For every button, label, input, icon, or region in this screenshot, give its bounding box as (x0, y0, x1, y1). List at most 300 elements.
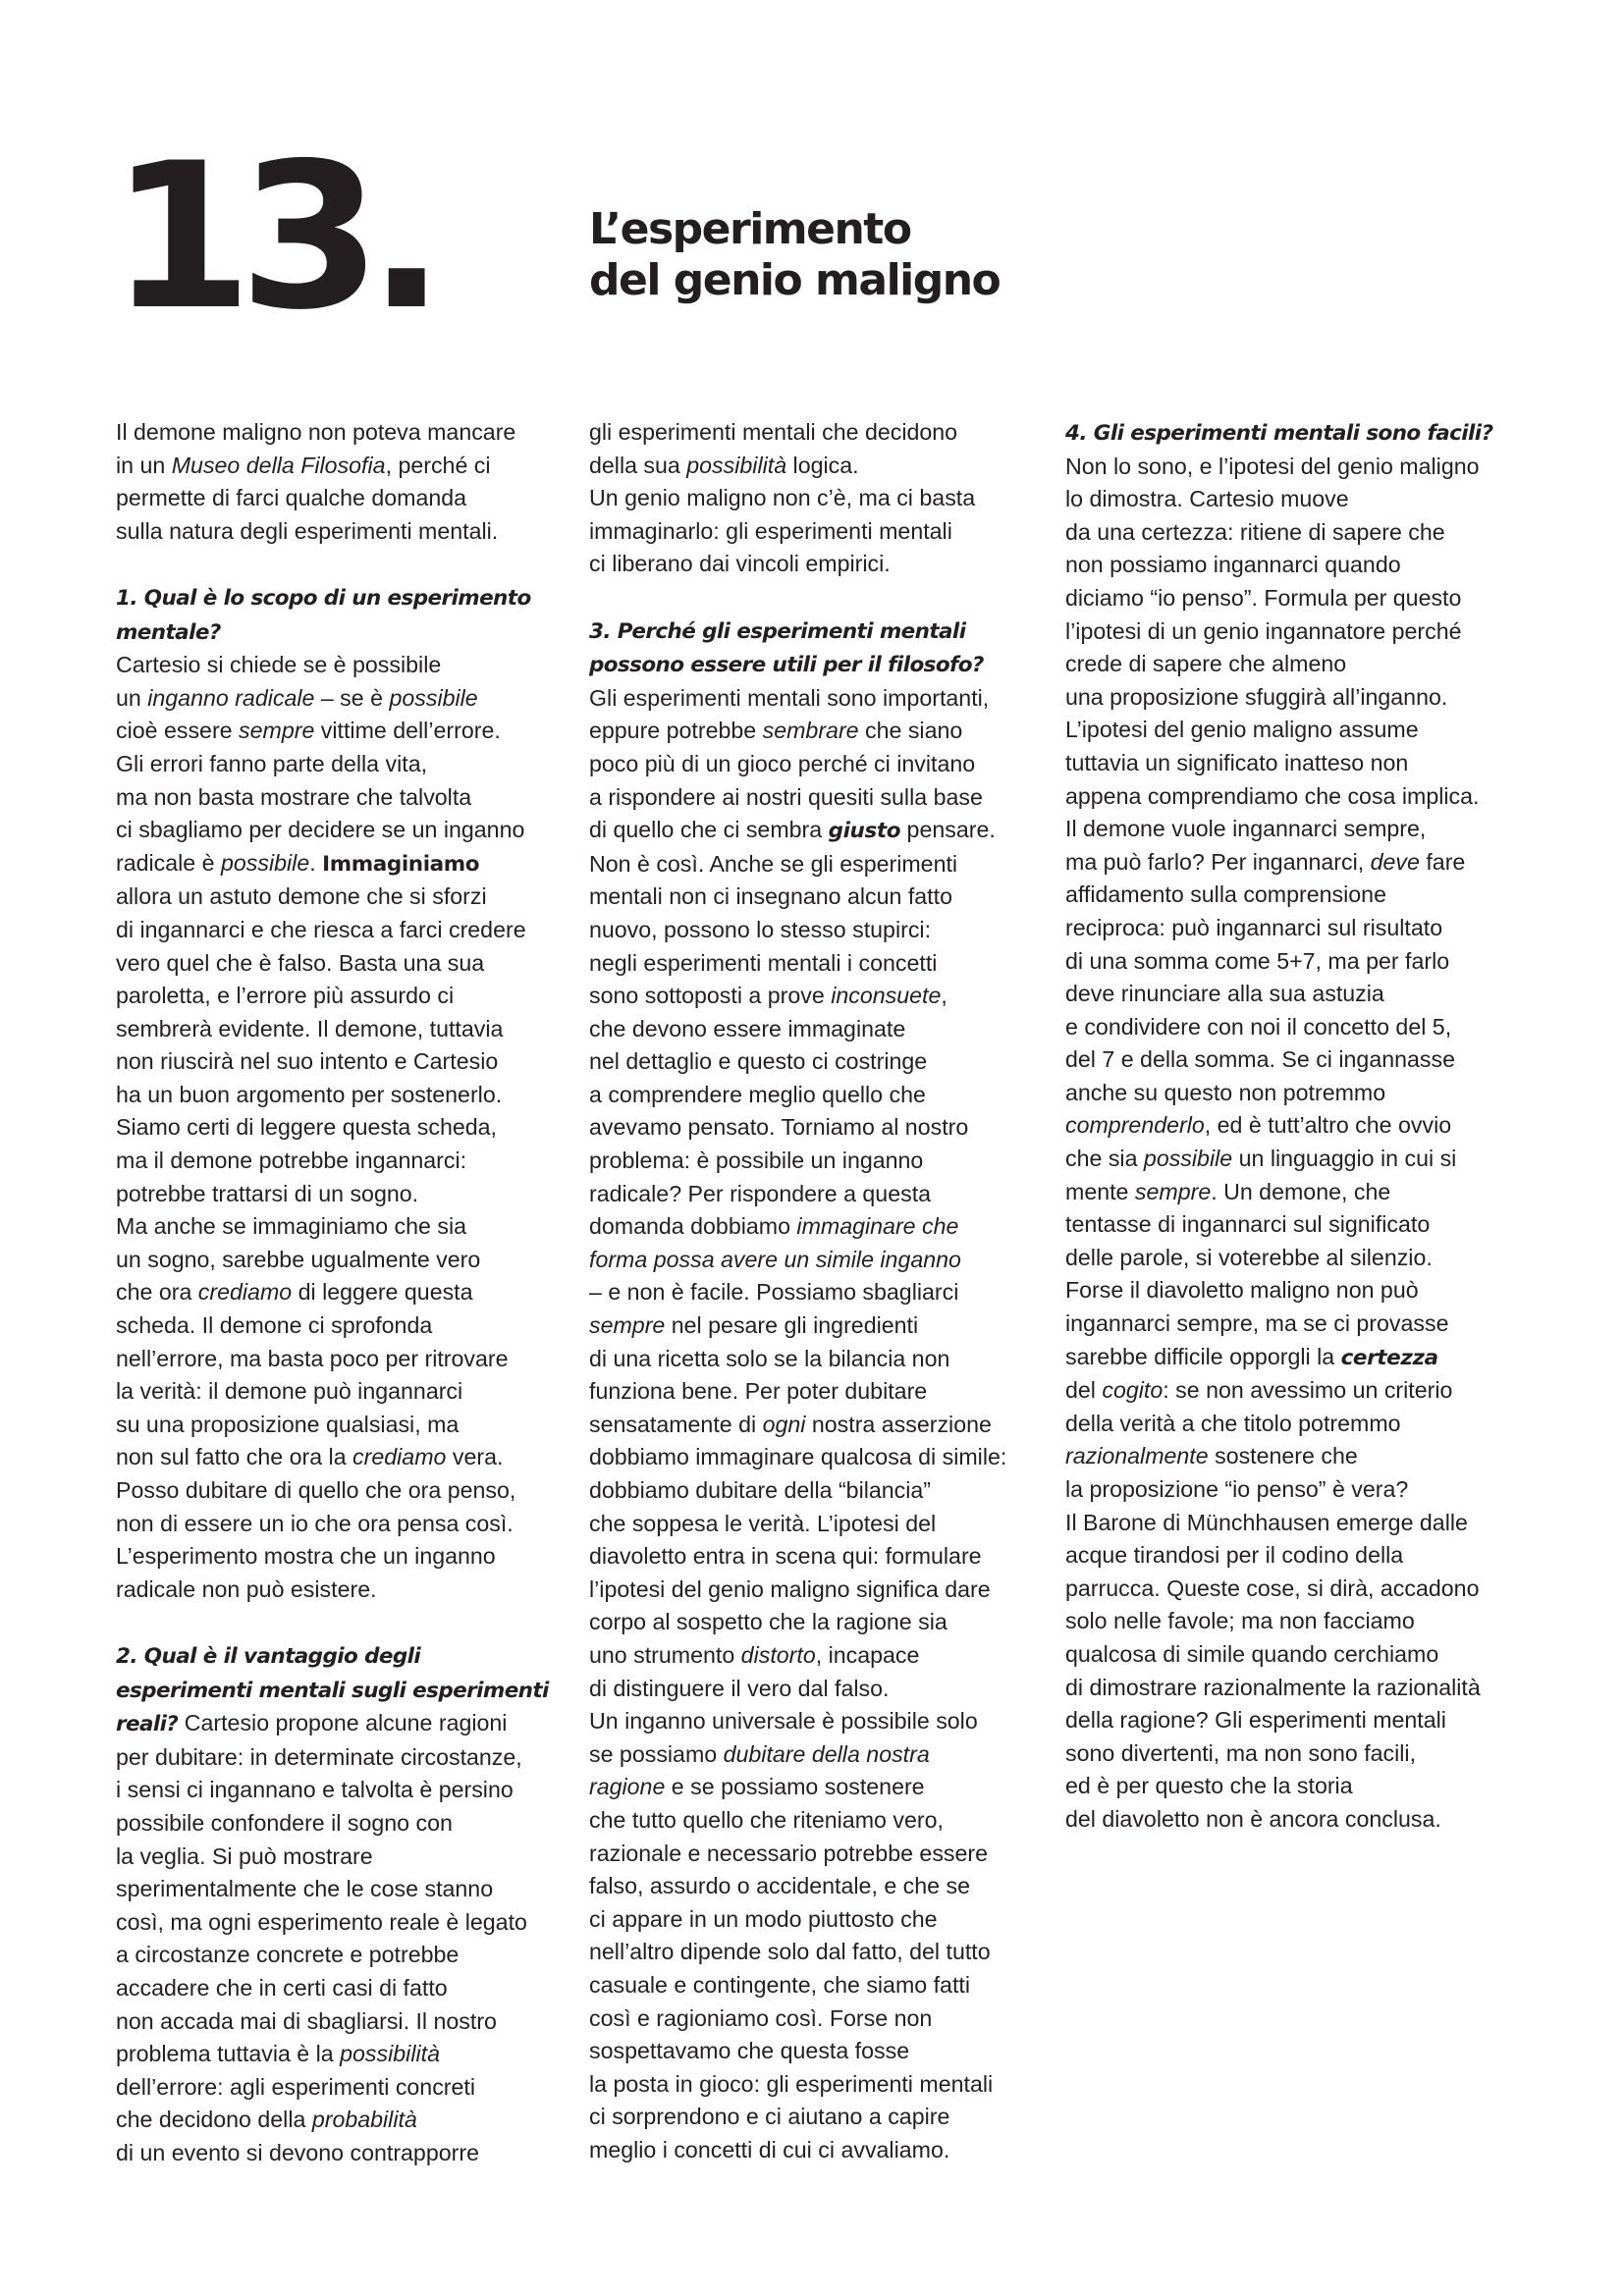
text-line (116, 615, 577, 650)
text-line (589, 947, 1051, 981)
text-line (1065, 1803, 1527, 1837)
text-line (1065, 483, 1527, 516)
text-line (1065, 615, 1527, 649)
italic-text: sempre (589, 1312, 666, 1339)
body-text: di distinguere il vero dal falso. (589, 1675, 890, 1701)
text-line (589, 1375, 1051, 1409)
question-heading-text: 2. Qual è il vantaggio degli (116, 1643, 421, 1669)
text-line (589, 1738, 1051, 1772)
text-line (1065, 1737, 1527, 1771)
body-text: così e ragioniamo così. Forse non (589, 2004, 933, 2031)
text-line (589, 416, 1051, 450)
body-text: , (941, 983, 947, 1009)
body-text: domanda dobbiamo (589, 1213, 797, 1240)
text-line (1065, 1770, 1527, 1803)
body-text: sperimentalmente che le cose stanno (116, 1876, 494, 1902)
body-text: della verità a che titolo potremmo (1065, 1410, 1401, 1436)
body-text: lo dimostra. Cartesio muove (1065, 486, 1349, 512)
body-text: nel dettaglio e questo ci costringe (589, 1048, 928, 1075)
body-text: uno strumento (589, 1641, 741, 1668)
body-text: sostenere che (1208, 1443, 1358, 1469)
italic-text: comprenderlo (1065, 1112, 1205, 1139)
italic-text: Museo della Filosofia (171, 452, 386, 478)
text-line (589, 1639, 1051, 1673)
body-text: non possiamo ingannarci quando (1065, 552, 1401, 578)
text-line (589, 614, 1051, 649)
text-line (1065, 978, 1527, 1011)
text-line (589, 848, 1051, 881)
body-text: che tutto quello che riteniamo vero, (589, 1806, 944, 1833)
text-line (589, 2134, 1051, 2167)
body-text: nel pesare gli ingredienti (665, 1312, 919, 1339)
body-text: e condividere con noi il concetto del 5, (1065, 1013, 1452, 1040)
body-text: crede di sapere che almeno (1065, 651, 1347, 677)
body-text: sono sottoposti a prove (589, 983, 832, 1009)
text-line (116, 581, 577, 615)
text-line (589, 1969, 1051, 2002)
body-text: ma il demone potrebbe ingannarci: (116, 1148, 467, 1174)
text-line (589, 781, 1051, 815)
body-text: problema tuttavia è la (116, 2041, 341, 2067)
text-line (1065, 1143, 1527, 1176)
text-line (1065, 912, 1527, 945)
text-line (116, 1145, 577, 1178)
body-text: logica. (786, 452, 859, 478)
text-line (589, 1045, 1051, 1079)
body-text: Ma anche se immaginiamo che sia (116, 1213, 466, 1240)
body-text: nell’altro dipende solo dal fatto, del tutto (589, 1939, 991, 1965)
body-text: ma non basta mostrare che talvolta (116, 783, 472, 810)
text-line (1065, 1374, 1527, 1408)
body-text: del 7 e della somma. Se ci ingannasse (1065, 1046, 1455, 1073)
body-text: di un evento si devono contrapporre (116, 2139, 479, 2165)
body-text: non sul fatto che ora la (116, 1444, 353, 1470)
text-line (116, 682, 577, 716)
body-text: su una proposizione qualsiasi, ma (116, 1411, 460, 1437)
body-text: ma può farlo? Per ingannarci, (1065, 848, 1371, 875)
text-line (116, 1741, 577, 1775)
body-text: di leggere questa (292, 1279, 473, 1306)
text-line (1065, 1011, 1527, 1044)
text-line (589, 1540, 1051, 1574)
body-text: la verità: il demone può ingannarci (116, 1378, 463, 1405)
question-heading-text: esperimenti mentali sugli esperimenti (116, 1678, 549, 1703)
body-text: Non lo sono, e l’ipotesi del genio maligno (1065, 453, 1480, 479)
text-line (1065, 1242, 1527, 1275)
text-line (116, 1508, 577, 1541)
text-line (116, 2038, 577, 2071)
body-text: Cartesio propone alcune ragioni (178, 1710, 508, 1736)
body-text: i sensi ci ingannano e talvolta è persino (116, 1777, 514, 1803)
body-text: mentali non ci insegnano alcun fatto (589, 883, 952, 910)
body-text: dell’errore: agli esperimenti concreti (116, 2073, 476, 2100)
text-line (116, 1939, 577, 1972)
italic-text: inganno radicale (147, 684, 315, 711)
text-line (589, 1145, 1051, 1178)
text-line (1065, 1176, 1527, 1209)
body-text: appena comprendiamo che cosa implica. (1065, 782, 1480, 809)
body-text: ci appare in un modo piuttosto che (589, 1905, 938, 1932)
body-text: di una ricetta solo se la bilancia non (589, 1345, 950, 1371)
body-text: Un genio maligno non c’è, ma ci basta (589, 485, 976, 511)
paragraph-gap (116, 1606, 577, 1639)
text-line (1065, 1605, 1527, 1638)
body-text: la veglia. Si può mostrare (116, 1842, 373, 1869)
body-text: Non è così. Anche se gli esperimenti (589, 850, 958, 877)
italic-text: deve (1370, 848, 1420, 875)
text-line (116, 847, 577, 881)
body-text: possibile confondere il sogno con (116, 1809, 453, 1836)
chapter-title-line: del genio maligno (589, 255, 1001, 305)
body-text: una proposizione sfuggirà all’inganno. (1065, 683, 1448, 710)
text-line (589, 1936, 1051, 1969)
text-line (589, 1474, 1051, 1508)
text-line (116, 748, 577, 781)
italic-text: razionalmente (1065, 1443, 1209, 1469)
body-text: eppure potrebbe (589, 718, 763, 744)
body-text: meglio i concetti di cui ci avvaliamo. (589, 2136, 950, 2163)
text-line (1065, 1308, 1527, 1341)
text-line (1065, 1704, 1527, 1737)
text-line (1065, 879, 1527, 912)
italic-text: cogito (1102, 1377, 1164, 1404)
body-text: così, ma ogni esperimento reale è legato (116, 1908, 527, 1935)
text-line (589, 1276, 1051, 1309)
body-text: in un (116, 452, 172, 478)
text-line (589, 1771, 1051, 1804)
body-text: anche su questo non potremmo (1065, 1079, 1386, 1105)
body-text: , perché ci (385, 452, 491, 478)
body-text: la proposizione “io penso” è vera? (1065, 1476, 1409, 1502)
text-line (1065, 1539, 1527, 1573)
body-text: che devono essere immaginate (589, 1015, 906, 1041)
body-text: tentasse di ingannarci sul significato (1065, 1211, 1431, 1238)
paragraph-gap (116, 548, 577, 581)
text-line (116, 1409, 577, 1442)
text-line (116, 1343, 577, 1376)
body-text: , ed è tutt’altro che ovvio (1204, 1112, 1452, 1139)
text-line (116, 1045, 577, 1079)
body-text: a circostanze concrete e potrebbe (116, 1942, 460, 1968)
body-text: immaginarlo: gli esperimenti mentali (589, 517, 952, 544)
italic-text: immaginare che (796, 1213, 959, 1240)
body-text: radicale? Per rispondere a questa (589, 1180, 932, 1206)
text-line (589, 682, 1051, 716)
italic-text: possibilità (340, 2041, 440, 2067)
text-line (116, 1244, 577, 1277)
italic-text: distorto (740, 1641, 816, 1668)
emphasis-text: Immaginiamo (322, 851, 480, 877)
text-line (589, 450, 1051, 483)
text-column-2 (589, 416, 1051, 2166)
body-text: che ora (116, 1279, 198, 1306)
body-text: Siamo certi di leggere questa scheda, (116, 1114, 497, 1141)
text-line (116, 1375, 577, 1409)
text-line (116, 2137, 577, 2170)
text-line (1065, 648, 1527, 681)
body-text: sembrerà evidente. Il demone, tuttavia (116, 1015, 504, 1041)
text-line (589, 1870, 1051, 1903)
body-text: della sua (589, 452, 687, 478)
text-line (116, 1906, 577, 1940)
body-text: razionale e necessario potrebbe essere (589, 1840, 989, 1866)
body-text: Forse il diavoletto maligno non può (1065, 1277, 1419, 1304)
text-line (116, 1807, 577, 1841)
text-line (1065, 846, 1527, 880)
text-line (589, 1111, 1051, 1145)
body-text: accadere che in certi casi di fatto (116, 1974, 448, 2001)
text-column-3 (1065, 416, 1527, 1837)
body-text: e se possiamo sostenere (665, 1774, 925, 1800)
italic-text: dubitare della nostra (723, 1740, 930, 1767)
body-text: tuttavia un significato inatteso non (1065, 749, 1409, 775)
body-text: diavoletto entra in scena qui: formulare (589, 1543, 982, 1570)
body-text: che soppesa le verità. L’ipotesi del (589, 1510, 937, 1536)
body-text: . (309, 849, 323, 876)
body-text: solo nelle favole; ma non facciamo (1065, 1608, 1415, 1634)
text-line (589, 748, 1051, 781)
body-text: l’ipotesi del genio maligno significa dare (589, 1575, 991, 1602)
text-line (1065, 1672, 1527, 1705)
body-text: – se è (314, 684, 390, 711)
body-text: ci liberano dai vincoli empirici. (589, 551, 891, 577)
body-text: Gli esperimenti mentali sono importanti, (589, 684, 990, 711)
body-text: da una certezza: ritiene di sapere che (1065, 518, 1445, 545)
text-column-1 (116, 416, 577, 2169)
text-line (116, 814, 577, 847)
text-line (589, 814, 1051, 848)
italic-text: sempre (1134, 1178, 1212, 1204)
text-line (589, 1013, 1051, 1046)
text-line (116, 1674, 577, 1708)
emphasis-text: giusto (828, 819, 901, 844)
italic-text: ragione (589, 1774, 666, 1800)
text-line (1065, 516, 1527, 550)
body-text: Il demone maligno non poteva mancare (116, 419, 516, 445)
chapter-title-line: L’esperimento (589, 204, 911, 254)
body-text: sarebbe difficile opporgli la (1065, 1343, 1341, 1369)
text-line (589, 2068, 1051, 2102)
text-line (1065, 1341, 1527, 1375)
text-line (1065, 1109, 1527, 1143)
body-text: fare (1419, 848, 1466, 875)
body-text: per dubitare: in determinate circostanze, (116, 1743, 522, 1770)
text-line (589, 1903, 1051, 1937)
text-line (589, 1673, 1051, 1706)
body-text: Il demone vuole ingannarci sempre, (1065, 816, 1427, 842)
italic-text: ogni (762, 1411, 806, 1437)
body-text: nuovo, possono lo stesso stupirci: (589, 916, 932, 942)
body-text: . Un demone, che (1211, 1178, 1391, 1204)
body-text: l’ipotesi di un genio ingannatore perché (1065, 617, 1462, 644)
body-text: del (1065, 1377, 1103, 1404)
text-line (589, 1309, 1051, 1343)
body-text: del diavoletto non è ancora conclusa. (1065, 1805, 1441, 1832)
text-line (116, 2071, 577, 2105)
italic-text: possibile (1143, 1146, 1233, 1172)
text-line (116, 1276, 577, 1309)
body-text: parrucca. Queste cose, si dirà, accadono (1065, 1575, 1480, 1601)
text-line (589, 648, 1051, 682)
body-text: potrebbe trattarsi di un sogno. (116, 1180, 419, 1206)
text-line (589, 881, 1051, 914)
text-line (1065, 416, 1527, 451)
body-text: di una somma come 5+7, ma per farlo (1065, 947, 1450, 974)
body-text: delle parole, si voterebbe al silenzio. (1065, 1244, 1433, 1270)
body-text: nell’errore, ma basta poco per ritrovare (116, 1345, 509, 1371)
text-line (116, 482, 577, 515)
body-text: sensatamente di (589, 1411, 763, 1437)
text-line (1065, 549, 1527, 582)
text-line (116, 980, 577, 1013)
text-line (589, 1210, 1051, 1244)
body-text: Posso dubitare di quello che ora penso, (116, 1477, 516, 1503)
body-text: L’esperimento mostra che un inganno (116, 1543, 496, 1570)
body-text: della ragione? Gli esperimenti mentali (1065, 1707, 1446, 1734)
paragraph-gap (589, 581, 1051, 614)
italic-text: possibile (389, 684, 478, 711)
body-text: Un inganno universale è possibile solo (589, 1708, 978, 1735)
body-text: a comprendere meglio quello che (589, 1081, 926, 1107)
question-heading-text: possono essere utili per il filosofo? (589, 653, 984, 678)
italic-text: forma possa avere un simile inganno (589, 1246, 961, 1272)
text-line (116, 1210, 577, 1244)
text-line (589, 1838, 1051, 1871)
text-line (116, 1841, 577, 1874)
text-line (589, 1178, 1051, 1211)
body-text: non riuscirà nel suo intento e Cartesio (116, 1048, 499, 1075)
body-text: problema: è possibile un inganno (589, 1148, 924, 1174)
text-line (589, 1079, 1051, 1112)
text-line (116, 1013, 577, 1046)
text-line (589, 1574, 1051, 1607)
text-line (116, 781, 577, 815)
body-text: corpo al sospetto che la ragione sia (589, 1609, 947, 1635)
text-line (1065, 451, 1527, 484)
text-line (116, 1639, 577, 1674)
body-text: ed è per questo che la storia (1065, 1773, 1353, 1799)
text-line (1065, 1077, 1527, 1110)
text-line (116, 1707, 577, 1741)
text-line (589, 515, 1051, 549)
text-line (116, 649, 577, 682)
text-line (1065, 1208, 1527, 1242)
body-text: sospettavamo che questa fosse (589, 2038, 910, 2064)
text-line (116, 1972, 577, 2005)
italic-text: crediamo (352, 1444, 447, 1470)
body-text: ci sbagliamo per decidere se un inganno (116, 817, 525, 843)
body-text: , incapace (815, 1641, 920, 1668)
text-line (1065, 1638, 1527, 1672)
text-line (116, 1178, 577, 1211)
text-line (1065, 813, 1527, 846)
text-line (589, 980, 1051, 1013)
text-line (589, 1508, 1051, 1541)
text-line (1065, 747, 1527, 780)
text-line (116, 1441, 577, 1474)
body-text: radicale non può esistere. (116, 1575, 377, 1602)
text-line (116, 1774, 577, 1807)
text-line (116, 1111, 577, 1145)
body-text: permette di farci qualche domanda (116, 485, 467, 511)
italic-text: possibilità (686, 452, 787, 478)
text-line (1065, 681, 1527, 715)
text-line (116, 515, 577, 549)
body-text: sulla natura degli esperimenti mentali. (116, 517, 499, 544)
text-line (589, 482, 1051, 515)
body-text: cioè essere (116, 718, 240, 744)
text-line (116, 881, 577, 914)
body-text: non accada mai di sbagliarsi. Il nostro (116, 2007, 497, 2034)
chapter-title (589, 204, 1000, 306)
body-text: ingannarci sempre, ma se ci provasse (1065, 1310, 1449, 1337)
body-text: la posta in gioco: gli esperimenti mentali (589, 2070, 994, 2097)
italic-text: crediamo (197, 1279, 293, 1306)
text-line (1065, 714, 1527, 747)
text-line (116, 1574, 577, 1607)
text-line (1065, 1573, 1527, 1606)
text-line (589, 715, 1051, 748)
text-line (589, 1804, 1051, 1838)
text-line (1065, 1408, 1527, 1441)
text-line (589, 1409, 1051, 1442)
text-line (116, 1873, 577, 1906)
body-text: deve rinunciare alla sua astuzia (1065, 981, 1384, 1007)
text-line (116, 1309, 577, 1343)
body-text: casuale e contingente, che siamo fatti (589, 1971, 970, 1998)
body-text: vera. (446, 1444, 504, 1470)
body-text: ci sorprendono e ci aiutano a capire (589, 2104, 950, 2130)
question-heading-text: mentale? (116, 619, 221, 645)
text-line (589, 1343, 1051, 1376)
body-text: reciproca: può ingannarci sul risultato (1065, 914, 1443, 940)
body-text: che decidono della (116, 2107, 312, 2133)
text-line (589, 914, 1051, 947)
text-line (1065, 945, 1527, 979)
body-text: dobbiamo dubitare della “bilancia” (589, 1477, 932, 1503)
body-text: negli esperimenti mentali i concetti (589, 949, 938, 976)
body-text: di quello che ci sembra (589, 817, 829, 843)
body-text: diciamo “io penso”. Formula per questo (1065, 584, 1462, 611)
question-heading-text: 1. Qual è lo scopo di un esperimento (116, 585, 531, 611)
body-text: affidamento sulla comprensione (1065, 881, 1386, 908)
body-text: un sogno, sarebbe ugualmente vero (116, 1246, 481, 1272)
body-text: acque tirandosi per il codino della (1065, 1542, 1404, 1569)
body-text: scheda. Il demone ci sprofonda (116, 1312, 433, 1339)
body-text: sono divertenti, ma non sono facili, (1065, 1739, 1417, 1766)
text-line (1065, 780, 1527, 814)
body-text: mente (1065, 1178, 1135, 1204)
text-line (116, 416, 577, 450)
body-text: funziona bene. Per poter dubitare (589, 1378, 928, 1405)
text-line (116, 947, 577, 981)
body-text: L’ipotesi del genio maligno assume (1065, 717, 1419, 743)
body-text: ha un buon argomento per sostenerlo. (116, 1081, 503, 1107)
body-text: – e non è facile. Possiamo sbagliarci (589, 1279, 959, 1306)
body-text: vero quel che è falso. Basta una sua (116, 949, 485, 976)
emphasis-text: certezza (1340, 1345, 1438, 1370)
body-text: Cartesio si chiede se è possibile (116, 652, 442, 678)
text-line (589, 548, 1051, 581)
body-text: un linguaggio in cui si (1232, 1146, 1457, 1172)
text-line (116, 2005, 577, 2039)
body-text: : se non avessimo un criterio (1163, 1377, 1453, 1404)
body-text: un (116, 684, 148, 711)
body-text: pensare. (900, 817, 996, 843)
body-text: poco più di un gioco perché ci invitano (589, 750, 976, 776)
body-text: falso, assurdo o accidentale, e che se (589, 1873, 970, 1899)
body-text: a rispondere ai nostri quesiti sulla base (589, 783, 983, 810)
